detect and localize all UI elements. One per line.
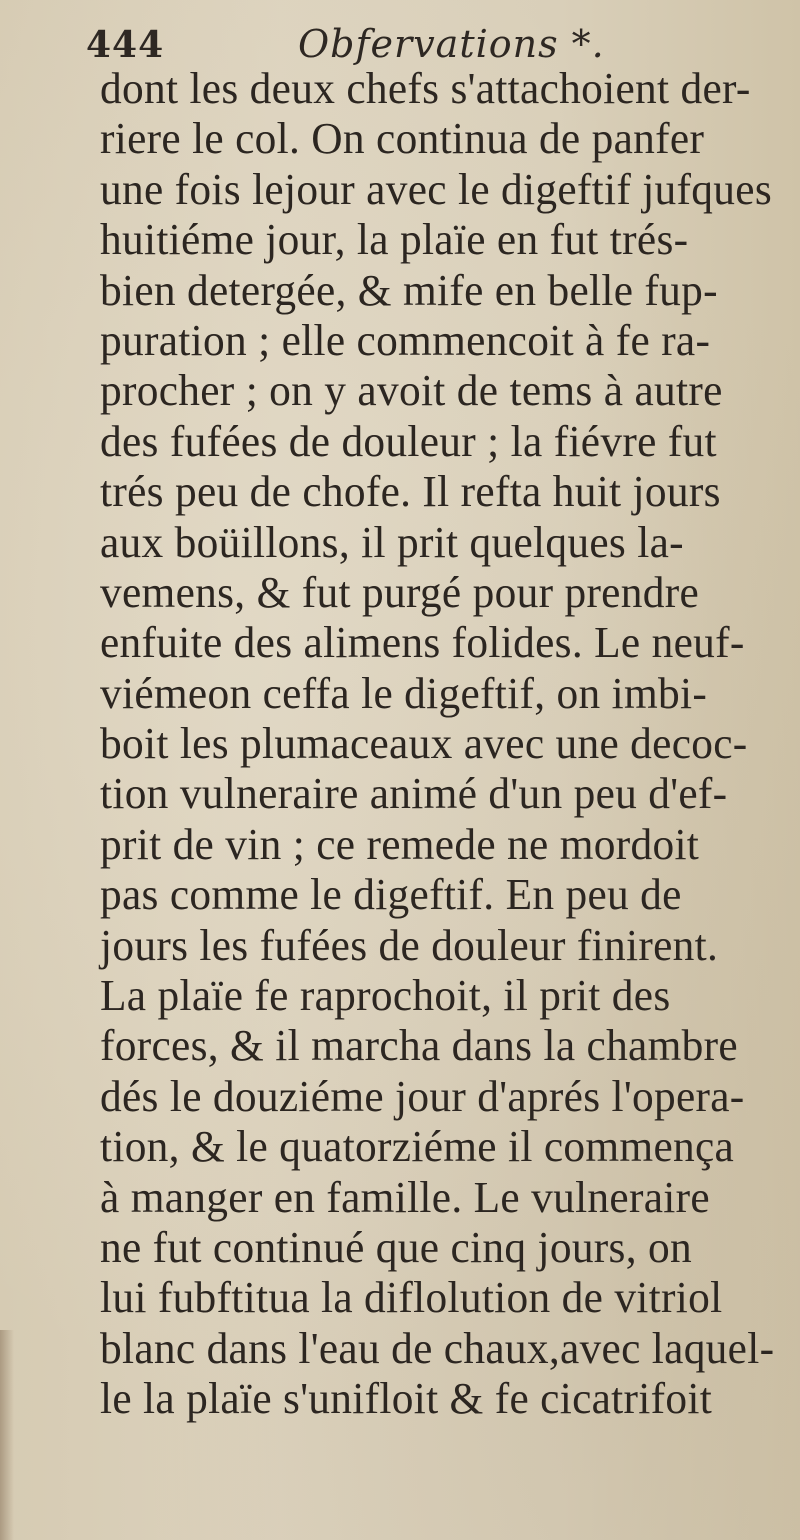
text-line: viémeon ceffa le digeftif, on imbi-: [100, 668, 708, 718]
text-line: huitiéme jour, la plaïe en fut trés-: [100, 215, 689, 265]
text-line: forces, & il marcha dans la chambre: [100, 1021, 738, 1071]
page-number: 444: [86, 24, 165, 66]
text-line: jours les fufées de douleur finirent.: [100, 920, 719, 970]
page-header: [86, 18, 766, 68]
text-line: enfuite des alimens folides. Le neuf-: [100, 618, 745, 668]
text-line: pas comme le digeftif. En peu de: [100, 870, 682, 920]
text-line: blanc dans l'eau de chaux,avec laquel-: [100, 1323, 775, 1373]
body-text: [100, 64, 800, 1425]
text-line: La plaïe fe raprochoit, il prit des: [100, 971, 671, 1021]
text-line: tion, & le quatorziéme il commença: [100, 1122, 735, 1172]
text-line: procher ; on y avoit de tems à autre: [100, 366, 723, 416]
text-line: le la plaïe s'unifloit & fe cicatrifoit: [100, 1374, 713, 1424]
text-line: lui fubftitua la diflolution de vitriol: [100, 1273, 723, 1323]
text-line: dés le douziéme jour d'aprés l'opera-: [100, 1071, 745, 1121]
page-edge-shadow: [0, 1330, 14, 1540]
text-line: puration ; elle commencoit à fe ra-: [100, 315, 711, 365]
text-line: à manger en famille. Le vulneraire: [100, 1172, 710, 1222]
text-line: trés peu de chofe. Il refta huit jours: [100, 467, 721, 517]
text-line: tion vulneraire animé d'un peu d'ef-: [100, 769, 728, 819]
text-line: boit les plumaceaux avec une decoc-: [100, 719, 748, 769]
text-line: bien detergée, & mife en belle fup-: [100, 265, 718, 315]
text-line: aux boüillons, il prit quelques la-: [100, 517, 684, 567]
text-line: vemens, & fut purgé pour prendre: [100, 567, 700, 617]
text-line: ne fut continué que cinq jours, on: [100, 1222, 693, 1272]
text-line: prit de vin ; ce remede ne mordoit: [100, 819, 700, 869]
text-line: dont les deux chefs s'attachoient der-: [100, 64, 751, 113]
text-line: des fufées de douleur ; la fiévre fut: [100, 416, 717, 466]
running-head: Obfervations *.: [298, 22, 605, 66]
text-line: riere le col. On continua de panfer: [100, 114, 705, 164]
text-line: une fois lejour avec le digeftif jufques: [100, 164, 773, 214]
